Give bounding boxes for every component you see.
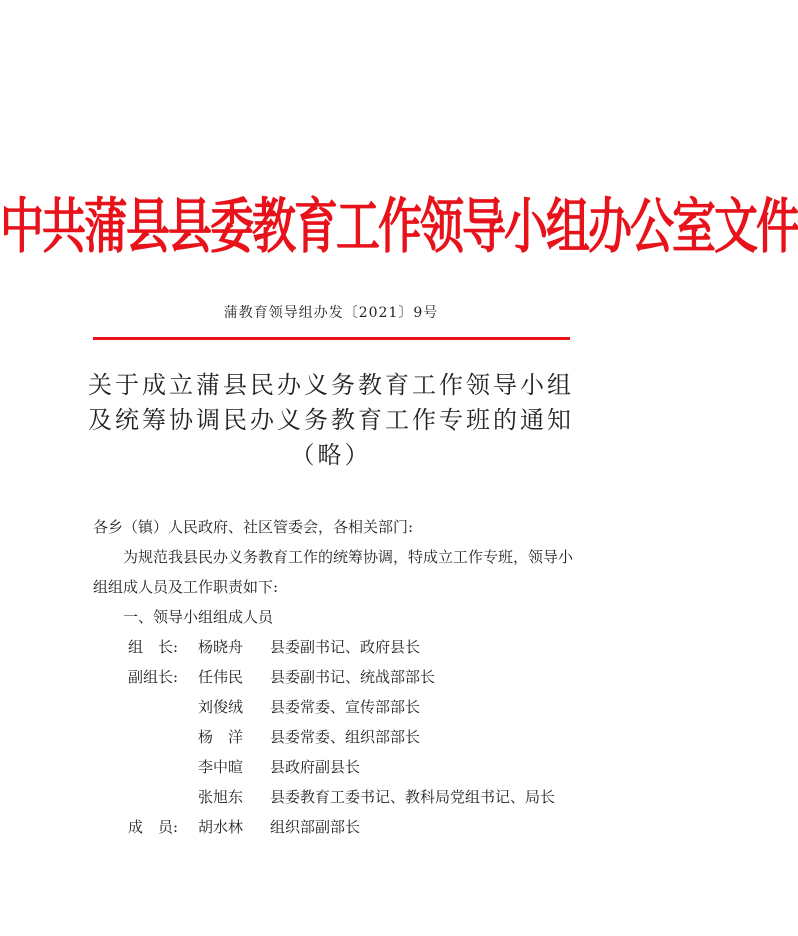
member-role: [93, 782, 198, 812]
document-title-line-3: （略）: [290, 441, 372, 469]
member-name: 杨晓舟: [198, 638, 244, 656]
member-role: 副组长:: [128, 668, 179, 686]
member-name: 刘俊绒: [198, 698, 244, 716]
member-title: 县政府副县长: [270, 758, 361, 776]
member-name: 任伟民: [198, 668, 244, 686]
document-body: [93, 512, 573, 842]
doc-number: 蒲教育领导组办发〔2021〕9号: [223, 305, 439, 321]
member-role: 组 长:: [128, 638, 179, 656]
section-heading: 一、领导小组组成人员: [123, 608, 274, 626]
salutation: 各乡（镇）人民政府、社区管委会，各相关部门:: [93, 518, 414, 536]
intro-paragraph: 为规范我县民办义务教育工作的统筹协调，特成立工作专班，领导小组组成人员及工作职责如下:: [93, 548, 574, 596]
document-title: [85, 368, 577, 473]
member-role: [93, 722, 198, 752]
member-role: 成 员:: [128, 818, 179, 836]
member-title: 县委副书记、政府县长: [270, 638, 421, 656]
member-row: [93, 812, 573, 842]
member-role: [93, 692, 198, 722]
member-row: [93, 752, 573, 782]
member-row: [93, 662, 573, 692]
document-title-line-1: 关于成立蒲县民办义务教育工作领导小组: [88, 371, 574, 399]
document-title-line-2: 及统筹协调民办义务教育工作专班的通知: [88, 406, 574, 434]
member-name: 张旭东: [198, 788, 244, 806]
member-row: [93, 782, 573, 812]
member-name: 杨 洋: [198, 728, 244, 746]
member-row: [93, 692, 573, 722]
member-role: [93, 752, 198, 782]
member-title: 县委副书记、统战部部长: [270, 668, 436, 686]
member-row: [93, 632, 573, 662]
red-divider-line: [93, 337, 570, 340]
member-name: 李中暄: [198, 758, 244, 776]
member-row: [93, 722, 573, 752]
member-title: 县委常委、组织部部长: [270, 728, 421, 746]
issuer-title: 中共蒲县县委教育工作领导小组办公室文件: [0, 192, 798, 262]
member-name: 胡水林: [198, 818, 244, 836]
member-title: 县委常委、宣传部部长: [270, 698, 421, 716]
member-title: 组织部副部长: [270, 818, 361, 836]
member-title: 县委教育工委书记、教科局党组书记、局长: [270, 788, 556, 806]
